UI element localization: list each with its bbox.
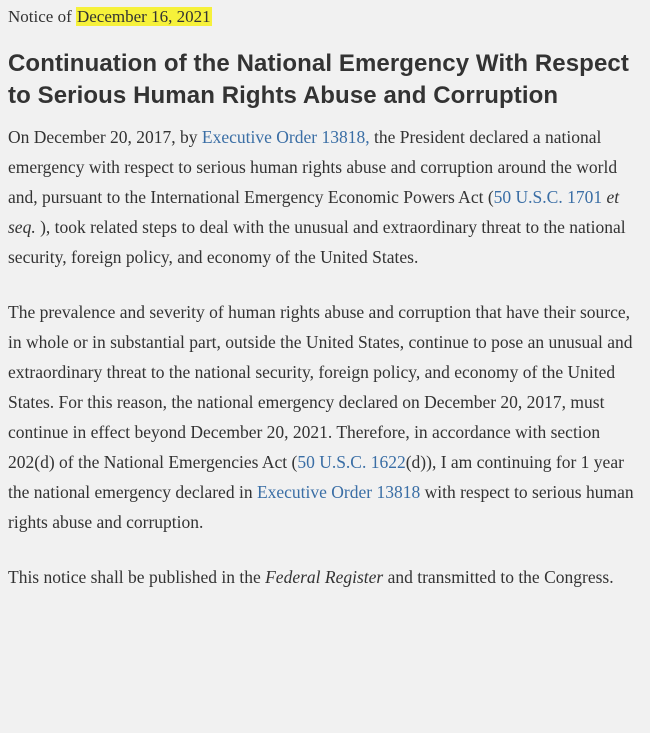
p1-text-1: On December 20, 2017, by (8, 127, 202, 147)
p3-federal-register: Federal Register (265, 567, 384, 587)
notice-line (8, 4, 642, 30)
executive-order-13818-link[interactable]: Executive Order 13818, (201, 127, 370, 147)
document-title: Continuation of the National Emergency With Respect to Serious Human Rights Abuse and Corruption (8, 50, 629, 109)
p1-et-seq: et seq. (8, 187, 620, 237)
notice-prefix: Notice of (8, 7, 76, 26)
p2-text-1: The prevalence and severity of human rights abuse and corruption that have their source, in whole or in substantial part, outside the United States, continue to pose an unusual and extraordinary threat to the national security, foreign policy, and economy of the United States. For this reason, the national emergency declared on December 20, 2017, must continue in effect beyond December 20, 2021. Therefore, in accordance with section 202(d) of the National Emergencies Act ( (8, 302, 633, 472)
usc-1622-link[interactable]: 50 U.S.C. 1622 (297, 452, 406, 472)
p3-text-2: and transmitted to the Congress. (383, 567, 614, 587)
paragraph-1 (8, 122, 642, 272)
p2-text-3: with respect to serious human rights abuse and corruption. (8, 482, 634, 532)
notice-date-highlight: December 16, 2021 (76, 7, 211, 26)
p1-text-2: the President declared a national emergency with respect to serious human rights abuse and corruption around the world and, pursuant to the International Emergency Economic Powers Act ( (8, 127, 618, 207)
paragraph-3 (8, 562, 642, 592)
p2-text-2: (d)), I am continuing for 1 year the national emergency declared in (8, 452, 624, 502)
executive-order-13818-link-2[interactable]: Executive Order 13818 (256, 482, 421, 502)
usc-1701-link[interactable]: 50 U.S.C. 1701 (493, 187, 603, 207)
p1-text-4: ), took related steps to deal with the unusual and extraordinary threat to the national security, foreign policy, and economy of the United States. (8, 217, 626, 267)
paragraph-2 (8, 297, 642, 537)
p3-text-1: This notice shall be published in the (8, 567, 266, 587)
